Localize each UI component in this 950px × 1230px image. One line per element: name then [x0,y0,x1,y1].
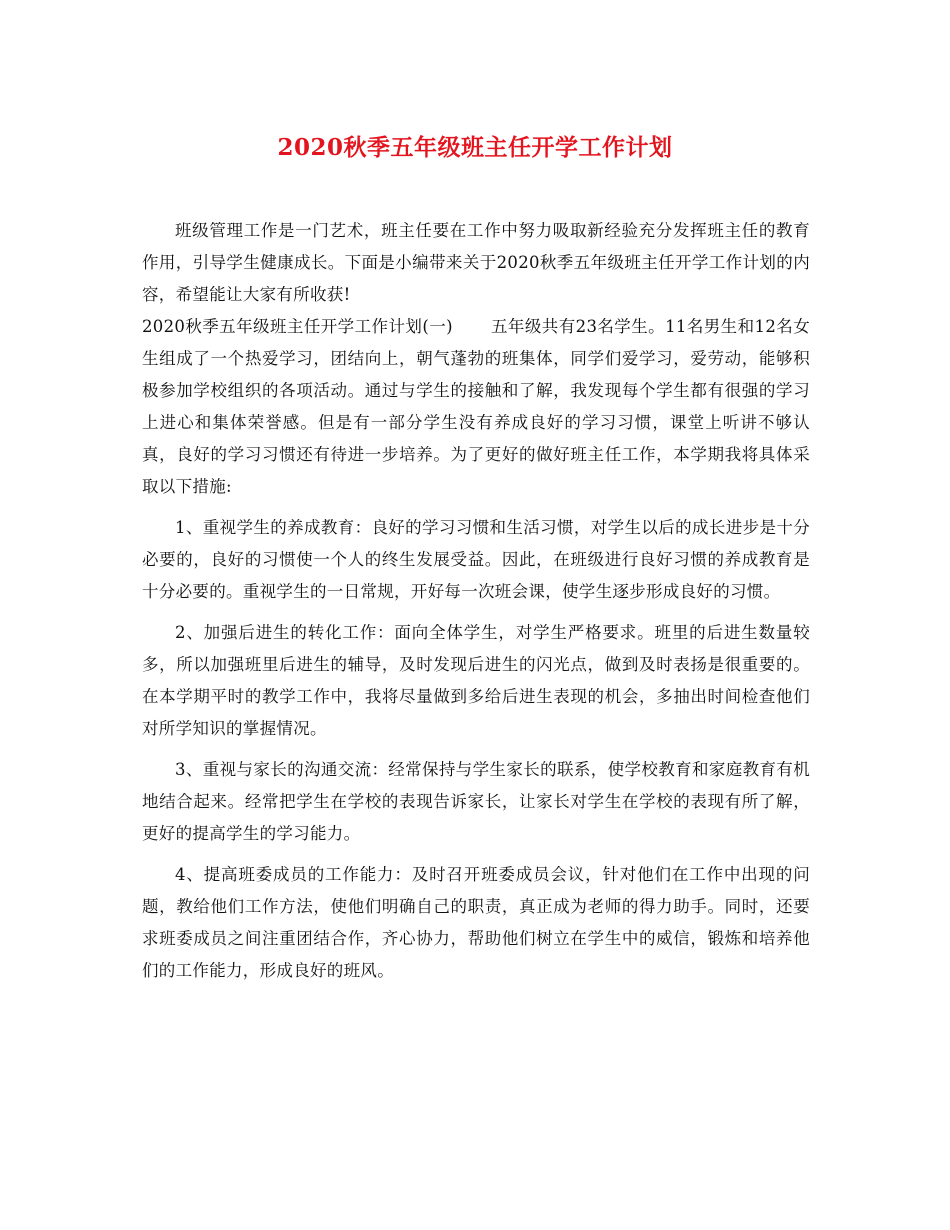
page-title: 2020秋季五年级班主任开学工作计划 [277,134,673,161]
section-heading: 2020秋季五年级班主任开学工作计划(一) [142,317,453,336]
measure-item-2: 2、加强后进生的转化工作：面向全体学生，对学生严格要求。班里的后进生数量较多，所以加强班里后进生的辅导，及时发现后进生的闪光点，做到及时表扬是很重要的。在本学期平时的教学工作中，我将尽量做到多给后进生表现的机会，多抽出时间检查他们对所学知识的掌握情况。 [142,623,810,738]
measure-item-1: 1、重视学生的养成教育：良好的学习习惯和生活习惯，对学生以后的成长进步是十分必要的，良好的习惯使一个人的终生发展受益。因此，在班级进行良好习惯的养成教育是十分必要的。重视学生的一日常规，开好每一次班会课，使学生逐步形成良好的习惯。 [142,518,810,601]
measure-item-4: 4、提高班委成员的工作能力：及时召开班委成员会议，针对他们在工作中出现的问题，教给他们工作方法，使他们明确自己的职责，真正成为老师的得力助手。同时，还要求班委成员之间注重团结合作，齐心协力，帮助他们树立在学生中的威信，锻炼和培养他们的工作能力，形成良好的班风。 [142,865,810,980]
section-paragraph [142,311,810,503]
document-body [142,215,810,987]
intro-paragraph: 班级管理工作是一门艺术，班主任要在工作中努力吸取新经验充分发挥班主任的教育作用，引导学生健康成长。下面是小编带来关于2020秋季五年级班主任开学工作计划的内容，希望能让大家有所收获! [142,221,810,304]
measure-item-3: 3、重视与家长的沟通交流：经常保持与学生家长的联系，使学校教育和家庭教育有机地结合起来。经常把学生在学校的表现告诉家长，让家长对学生在学校的表现有所了解，更好的提高学生的学习能力。 [142,760,810,843]
section-intro: 五年级共有23名学生。11名男生和12名女生组成了一个热爱学习，团结向上，朝气蓬勃的班集体，同学们爱学习，爱劳动，能够积极参加学校组织的各项活动。通过与学生的接触和了解，我发现每个学生都有很强的学习上进心和集体荣誉感。但是有一部分学生没有养成良好的学习习惯，课堂上听讲不够认真，良好的学习习惯还有待进一步培养。为了更好的做好班主任工作，本学期我将具体采取以下措施: [142,317,810,496]
